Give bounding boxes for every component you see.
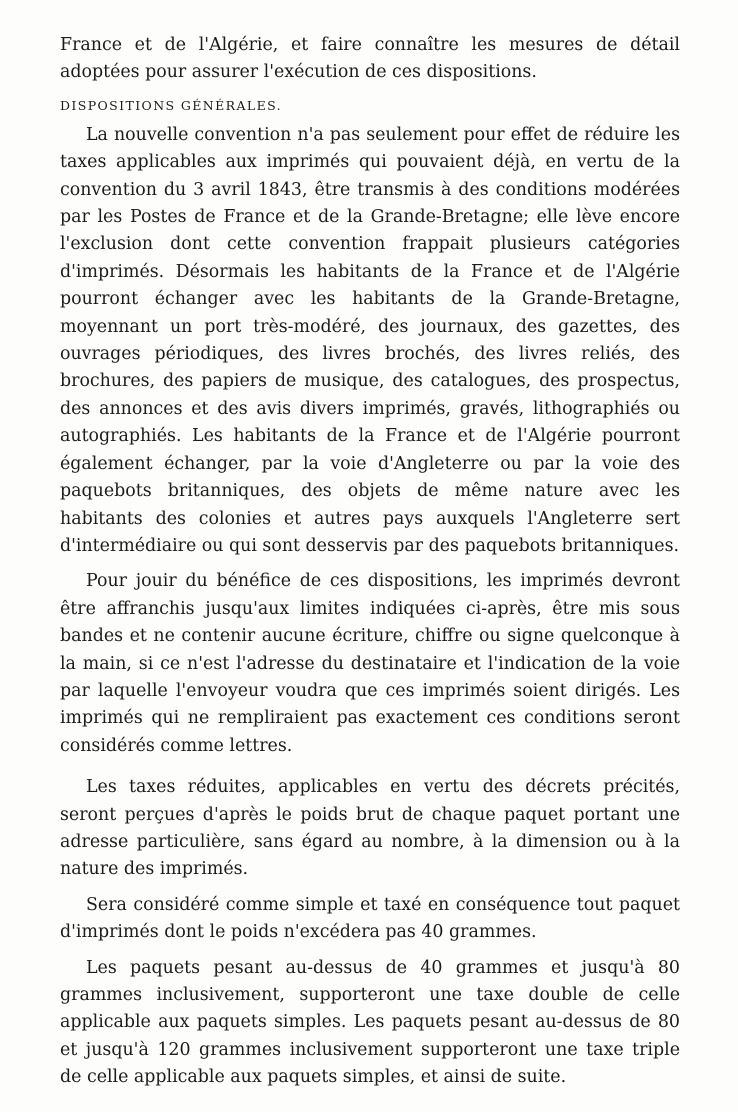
- paragraph-simple-packet: Sera considéré comme simple et taxé en conséquence tout paquet d'imprimés dont le poids n'excédera pas 40 grammes.: [60, 894, 680, 943]
- paragraph-conditions: Pour jouir du bénéfice de ces dispositions, les imprimés devront être affranchis jusqu'aux limites indiquées ci-après, être mis sous bandes et ne contenir aucune écriture, chiffre ou signe quelconque à la main, si ce n'est l'adresse du destinataire et l'indication de la voie par laquelle l'envoyeur voudra que ces imprimés soient dirigés. Les imprimés qui ne rempliraient pas exactement ces conditions seront considérés comme lettres.: [60, 571, 680, 756]
- paragraph-weight-scale: Les paquets pesant au-dessus de 40 grammes et jusqu'à 80 grammes inclusivement, supporteront une taxe double de celle applicable aux paquets simples. Les paquets pesant au-dessus de 80 et jusqu'à 120 grammes inclusivement supporteront une taxe triple de celle applicable aux paquets simples, et ainsi de suite.: [60, 957, 680, 1088]
- paragraph-taxes: Les taxes réduites, applicables en vertu des décrets précités, seront perçues d'après le poids brut de chaque paquet portant une adresse particulière, sans égard au nombre, à la dimension ou à la nature des imprimés.: [60, 777, 680, 880]
- document-body: [60, 32, 680, 1092]
- paragraph-convention: La nouvelle convention n'a pas seulement pour effet de réduire les taxes applicables aux imprimés qui pouvaient déjà, en vertu de la convention du 3 avril 1843, être transmis à des conditions modérées par les Postes de France et de la Grande-Bretagne; elle lève encore l'exclusion dont cette convention frappait plusieurs catégories d'imprimés. Désormais les habitants de la France et de l'Algérie pourront échanger avec les habitants de la Grande-Bretagne, moyennant un port très-modéré, des journaux, des gazettes, des ouvrages périodiques, des livres brochés, des livres reliés, des brochures, des papiers de musique, des catalogues, des prospectus, des annonces et des avis divers imprimés, gravés, lithographiés ou autographiés. Les habitants de la France et de l'Algérie pourront également échanger, par la voie d'Angleterre ou par la voie des paquebots britanniques, des objets de même nature avec les habitants des colonies et autres pays auxquels l'Angleterre sert d'intermédiaire ou qui sont desservis par des paquebots britanniques.: [60, 124, 680, 556]
- section-heading: DISPOSITIONS GÉNÉRALES.: [60, 97, 283, 113]
- opening-paragraph: France et de l'Algérie, et faire connaître les mesures de détail adoptées pour assurer l'exécution de ces dispositions.: [60, 35, 680, 83]
